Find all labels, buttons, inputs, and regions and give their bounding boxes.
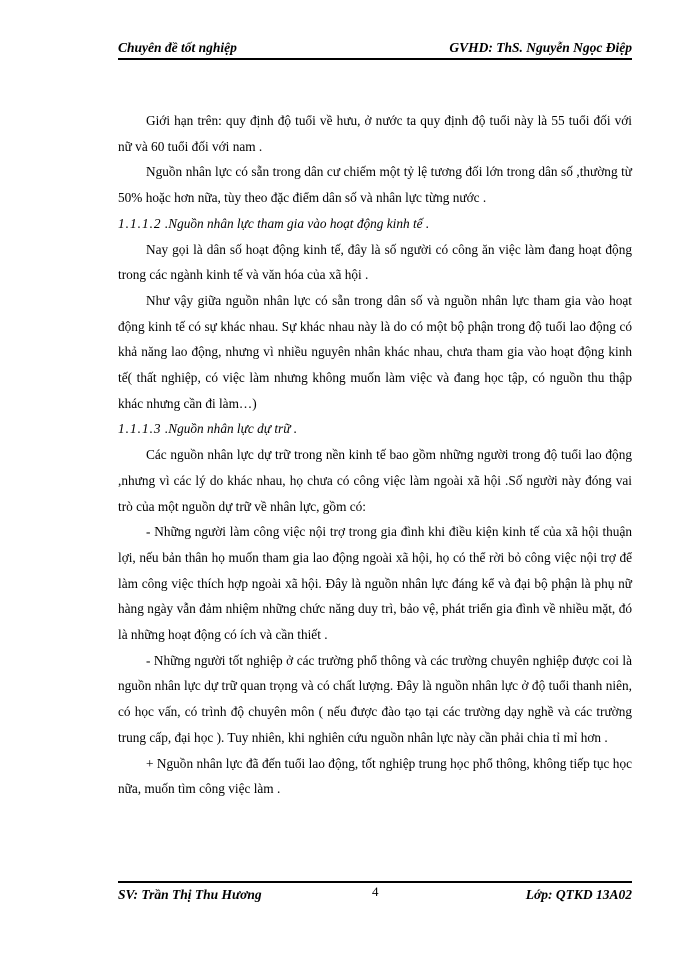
paragraph-2: Nguồn nhân lực có sẵn trong dân cư chiếm một tỷ lệ tương đối lớn trong dân số ,thường từ 50% hoặc hơn nữa, tùy theo đặc điểm dân số và nhân lực từng nước .: [118, 164, 632, 206]
footer-class: Lớp: QTKD 13A02: [525, 887, 632, 902]
paragraph-1: Giới hạn trên: quy định độ tuổi về hưu, ở nước ta quy định độ tuổi này là 55 tuổi đối với nữ và 60 tuổi đối với nam .: [118, 113, 632, 154]
footer-divider: [118, 881, 632, 883]
section-title: .Nguồn nhân lực dự trữ .: [164, 421, 298, 437]
paragraph-8: + Nguồn nhân lực đã đến tuổi lao động, tốt nghiệp trung học phổ thông, không tiếp tục học nữa, muốn tìm công việc làm .: [118, 755, 632, 797]
section-heading-1-1-1-3: [118, 416, 632, 442]
section-title: .Nguồn nhân lực tham gia vào hoạt động kinh tế .: [164, 215, 430, 231]
section-number: 1.1.1.3: [118, 421, 162, 437]
paragraph-7: - Những người tốt nghiệp ở các trường phổ thông và các trường chuyên nghiệp được coi là nguồn nhân lực dự trữ quan trọng và có chất lượng. Đây là nguồn nhân lực ở độ tuổi thanh niên, có học vấn, có trình độ chuyên môn ( nếu được đào tạo tại các trường dạy nghề và các trường trung cấp, đại học ). Tuy nhiên, khi nghiên cứu nguồn nhân lực này cần phải chia tỉ mỉ hơn .: [118, 652, 632, 745]
section-heading-1-1-1-2: [118, 211, 632, 237]
footer-student-name: SV: Trần Thị Thu Hương: [118, 887, 262, 902]
page-footer: [118, 884, 632, 907]
paragraph-3: Nay gọi là dân số hoạt động kinh tế, đây là số người có công ăn việc làm đang hoạt động trong các ngành kinh tế và văn hóa của xã hội .: [118, 241, 632, 283]
document-body: [118, 108, 632, 802]
header-advisor: GVHD: ThS. Nguyễn Ngọc Điệp: [449, 40, 632, 55]
paragraph-4: Như vậy giữa nguồn nhân lực có sẵn trong dân số và nguồn nhân lực tham gia vào hoạt động kinh tế có sự khác nhau. Sự khác nhau này là do có một bộ phận trong độ tuổi lao động có khả năng lao động, nhưng vì nhiều nguyên nhân khác nhau, chưa tham gia vào hoạt động kinh tế( thất nghiệp, có việc làm nhưng không muốn làm việc và đang học tập, có nguồn thu thập khác nhưng cần đi làm…): [118, 292, 632, 411]
header-document-title: Chuyên đề tốt nghiệp: [118, 40, 237, 55]
paragraph-5: Các nguồn nhân lực dự trữ trong nền kinh tế bao gồm những người trong độ tuổi lao động ,nhưng vì các lý do khác nhau, họ chưa có công việc làm ngoài xã hội .Số người này đóng vai trò của một nguồn dự trữ về nhân lực, gồm có:: [118, 447, 632, 514]
paragraph-6: - Những người làm công việc nội trợ trong gia đình khi điều kiện kinh tế của xã hội thuận lợi, nếu bản thân họ muốn tham gia lao động ngoài xã hội, họ có thể rời bỏ công việc nội trợ để làm công việc thích hợp ngoài xã hội. Đây là nguồn nhân lực đáng kể và đại bộ phận là phụ nữ hàng ngày vẫn đảm nhiệm những chức năng duy trì, bảo vệ, phát triển gia đình về nhiều mặt, đó là những hoạt động có ích và cần thiết .: [118, 524, 632, 643]
page-header: [118, 40, 632, 60]
section-number: 1.1.1.2: [118, 215, 162, 231]
page-number: 4: [372, 884, 379, 899]
